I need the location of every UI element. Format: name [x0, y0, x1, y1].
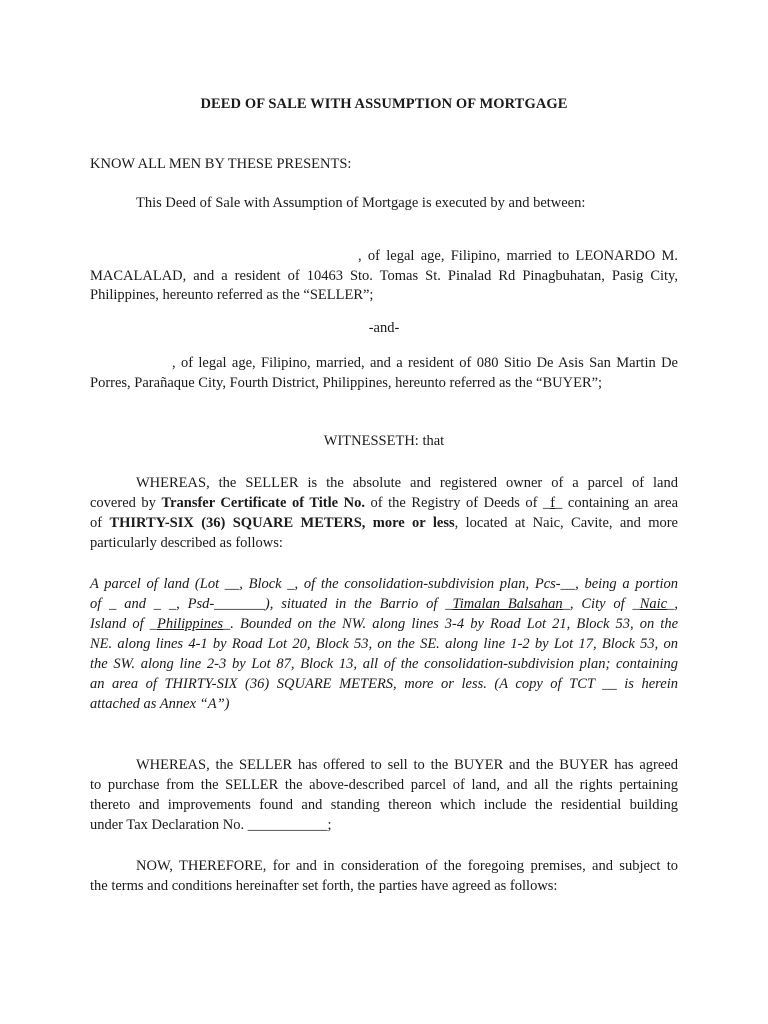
document-title: DEED OF SALE WITH ASSUMPTION OF MORTGAGE — [200, 96, 568, 112]
now-therefore-line-2: the terms and conditions hereinafter set forth, the parties have agreed as follows: — [90, 878, 558, 894]
whereas1-line-1: WHEREAS, the SELLER is the absolute and registered owner of a parcel of land — [136, 475, 678, 491]
parcel-line-3: Island of _Philippines_. Bounded on the NW. along lines 3-4 by Road Lot 21, Block 53, on the — [90, 616, 679, 632]
whereas2-line-1: WHEREAS, the SELLER has offered to sell to the BUYER and the BUYER has agreed — [136, 757, 678, 773]
seller-line-3: Philippines, hereunto referred as the “SELLER”; — [90, 287, 374, 303]
seller-line-1: , of legal age, Filipino, married to LEONARDO M. — [358, 248, 678, 264]
witnesseth-heading: WITNESSETH: that — [323, 433, 445, 449]
whereas1-line-3: of THIRTY-SIX (36) SQUARE METERS, more or less, located at Naic, Cavite, and more — [90, 515, 678, 531]
intro-line: This Deed of Sale with Assumption of Mortgage is executed by and between: — [136, 195, 586, 211]
and-separator: -and- — [368, 320, 400, 336]
whereas2-line-4: under Tax Declaration No. ___________; — [90, 817, 332, 833]
now-therefore-line-1: NOW, THEREFORE, for and in consideration of the foregoing premises, and subject to — [136, 858, 678, 874]
opening-line: KNOW ALL MEN BY THESE PRESENTS: — [90, 156, 352, 172]
parcel-line-7: attached as Annex “A”) — [90, 696, 230, 712]
parcel-line-6: an area of THIRTY-SIX (36) SQUARE METERS, more or less. (A copy of TCT __ is herein — [90, 676, 678, 692]
whereas2-line-2: to purchase from the SELLER the above-described parcel of land, and all the rights pertaining — [90, 777, 678, 793]
buyer-line-1: , of legal age, Filipino, married, and a resident of 080 Sitio De Asis San Martin De — [172, 355, 678, 371]
parcel-line-5: the SW. along line 2-3 by Lot 87, Block 13, all of the consolidation-subdivision plan; containing — [90, 656, 678, 672]
parcel-line-4: NE. along lines 4-1 by Road Lot 20, Block 53, on the SE. along line 1-2 by Lot 17, Block 53, on — [90, 636, 678, 652]
parcel-line-2: of _ and _ _, Psd-_______), situated in the Barrio of _Timalan Balsahan_, City of _Naic_, — [90, 596, 678, 612]
seller-line-2: MACALALAD, and a resident of 10463 Sto. Tomas St. Pinalad Rd Pinagbuhatan, Pasig City, — [90, 268, 678, 284]
buyer-line-2: Porres, Parañaque City, Fourth District, Philippines, hereunto referred as the “BUYER”; — [90, 375, 603, 391]
whereas1-line-2: covered by Transfer Certificate of Title No. of the Registry of Deeds of _f_ containing an area — [90, 495, 679, 511]
whereas1-line-4: particularly described as follows: — [90, 535, 283, 551]
whereas2-line-3: thereto and improvements found and standing thereon which include the residential building — [90, 797, 678, 813]
parcel-line-1: A parcel of land (Lot __, Block _, of the consolidation-subdivision plan, Pcs-__, being a portion — [90, 576, 678, 592]
